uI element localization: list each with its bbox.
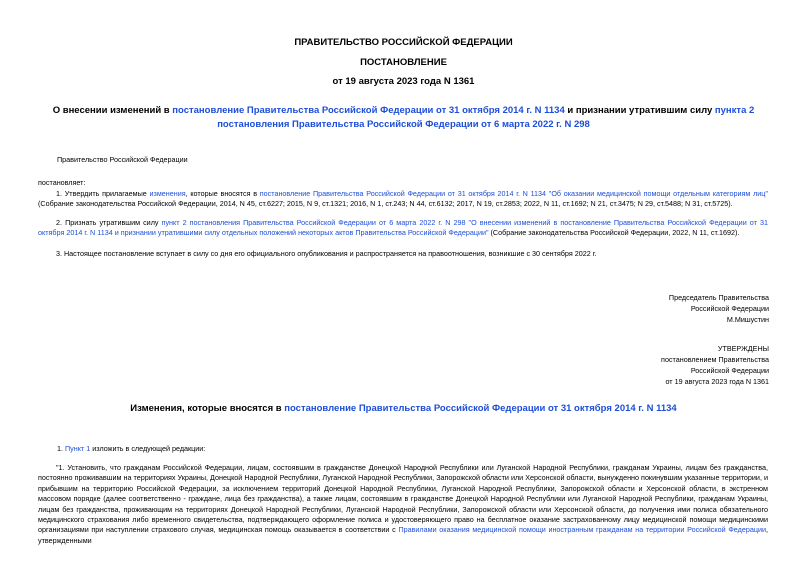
p1-link-decree-1134[interactable]: постановление Правительства Российской Федерации от 31 октября 2014 г. N 1134 "Об оказании медицинской помощи отдельным категориям лиц" (259, 189, 768, 198)
header-doc-type: ПОСТАНОВЛЕНИЕ (360, 57, 447, 68)
document-title (30, 104, 777, 132)
header-org: ПРАВИТЕЛЬСТВО РОССИЙСКОЙ ФЕДЕРАЦИИ (294, 37, 513, 48)
title-link-decree-298[interactable]: пункта 2 постановления Правительства Российской Федерации от 6 марта 2022 г. N 298 (217, 105, 755, 130)
signature-line-3: М.Мишустин (726, 315, 769, 324)
paragraph-3: 3. Настоящее постановление вступает в силу со дня его официального опубликования и распространяется на правоотношения, возникшие с 30 сентября 2022 г. (56, 249, 597, 258)
quote-link-rules[interactable]: Правилами оказания медицинской помощи иностранным гражданам на территории Российской Федерации (398, 525, 766, 535)
title-text-2: и признании утратившим силу (564, 105, 715, 116)
p2-link-decree-298[interactable]: пункт 2 постановления Правительства Российской Федерации от 6 марта 2022 г. N 298 "О внесении изменений в постановление Правительства Российской Федерации от 31 октября 2014 г. N 1134 и признании утратившими силу отдельных положений некоторых актов Правительства Российской Федерации" (38, 218, 768, 238)
p1-text-2: , которые вносятся в (185, 189, 260, 198)
signature-block (669, 292, 769, 325)
title-text-1: О внесении изменений в (52, 105, 173, 116)
p2-text-2: (Собрание законодательства Российской Федерации, 2022, N 11, ст.1692). (488, 228, 740, 238)
approved-line-1: УТВЕРЖДЕНЫ (717, 344, 769, 353)
signature-line-1: Председатель Правительства (668, 293, 769, 302)
p1-link-changes[interactable]: изменения (149, 189, 186, 198)
approved-line-2: постановлением Правительства (661, 355, 769, 364)
item1-link-point-1[interactable]: Пункт 1 (65, 444, 91, 453)
approved-block (661, 343, 769, 387)
p1-text-1: 1. Утвердить прилагаемые (56, 189, 150, 198)
p2-text-1: 2. Признать утратившим силу (56, 218, 162, 227)
paragraph-2 (38, 218, 768, 239)
approved-line-3: Российской Федерации (690, 366, 769, 375)
decree-text: постановляет: (38, 178, 86, 187)
changes-item-1 (57, 444, 205, 454)
item1-text: изложить в следующей редакции: (90, 444, 206, 453)
paragraph-1 (38, 189, 768, 210)
intro-text: Правительство Российской Федерации (57, 155, 188, 164)
changes-quote (38, 463, 768, 546)
changes-title (0, 403, 807, 414)
item1-number: 1. (57, 444, 65, 453)
header-date-number: от 19 августа 2023 года N 1361 (332, 76, 475, 87)
approved-line-4: от 19 августа 2023 года N 1361 (665, 377, 769, 386)
p1-text-3: (Собрание законодательства Российской Федерации, 2014, N 45, ст.6227; 2015, N 9, ст.1321; 2016, N 1, ст.243; N 44, ст.6132; 2017, N 19, ст.2853; 2022, N 11, ст.1692; N 21, ст.3475; N 29, ст.5488; N 31, ст.5725). (38, 199, 733, 209)
title-link-decree-1134[interactable]: постановление Правительства Российской Федерации от 31 октября 2014 г. N 1134 (172, 105, 565, 116)
quote-text-1: "1. Установить, что гражданам Российской Федерации, лицам, состоявшим в гражданстве Донецкой Народной Республики или Луганской Народной Республики, гражданам Украины, лицам без гражданства, постоянно проживавшим на территориях Украины, Донецкой Народной Республики, Луганской Народной Республики, Запорожской области или Херсонской области, вынужденно покинувшим указанные территории, и прибывшим на территорию Российской Федерации, за исключением территорий Донецкой Народной Республики, Луганской Народной Республики, Запорожской области и Херсонской области, в экстренном массовом порядке (далее соответственно - граждане, лица без гражданства), а также лицам, состоявшим в гражданстве Донецкой Народной Республики или Луганской Народной Республики, гражданам Украины, лицам без гражданства, проживающим на территориях Донецкой Народной Республики, Луганской Народной Республики, Запорожской области или Херсонской области, до получения ими полиса обязательного медицинского страхования либо временного свидетельства, подтверждающего оформление полиса и удостоверяющего право на бесплатное оказание застрахованному лицу медицинской помощи медицинскими организациями при наступлении страхового случая, медицинская помощь оказывается в соответствии с (38, 463, 768, 535)
quote-text-2: , утвержденными (38, 525, 768, 545)
signature-line-2: Российской Федерации (690, 304, 769, 313)
changes-title-text: Изменения, которые вносятся в (130, 403, 285, 414)
changes-title-link-decree-1134[interactable]: постановление Правительства Российской Федерации от 31 октября 2014 г. N 1134 (284, 403, 677, 414)
